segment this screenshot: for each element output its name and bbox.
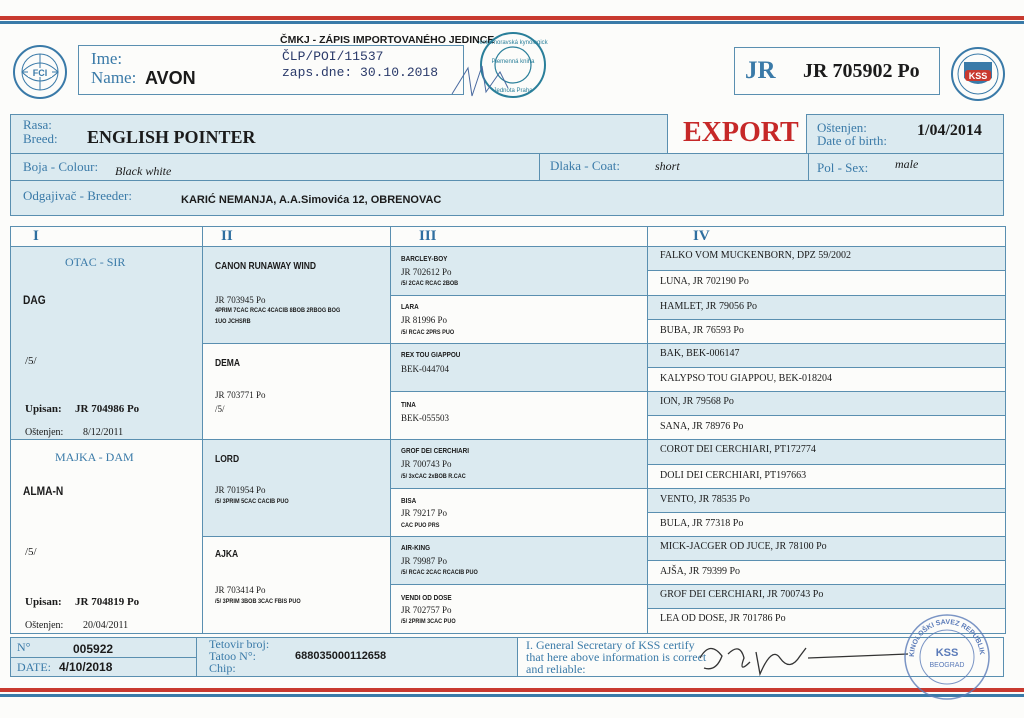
dob-label-2: Date of birth: (817, 133, 888, 148)
col-header-3: III (419, 228, 437, 244)
dam-reg: JR 704819 Po (75, 596, 140, 608)
tattoo-label-2: Tatoo N°: (209, 649, 256, 663)
registration-number: JR 705902 Po (803, 60, 920, 82)
gen4-row-7 (648, 392, 1005, 416)
sire-name: DAG (23, 293, 46, 307)
colour-value: Black white (115, 164, 172, 178)
bottom-blue-stripe (0, 694, 1024, 697)
svg-text:Plemenná kniha: Plemenná kniha (491, 59, 535, 65)
gen4-row-10 (648, 465, 1005, 489)
gen4-text-4: BUBA, JR 76593 Po (660, 325, 744, 336)
footer-date-label: DATE: (17, 660, 51, 674)
gen3-cell-5 (391, 440, 647, 489)
tattoo-label-3: Chip: (209, 661, 236, 675)
breed-label-2: Breed: (23, 131, 58, 146)
registration-box (734, 47, 940, 95)
footer-divider (11, 657, 196, 658)
sire-reg: JR 704986 Po (75, 403, 140, 415)
gen2-reg-3: JR 701954 Po (215, 485, 266, 495)
gen4-row-6 (648, 368, 1005, 392)
dam-born-label: Oštenjen: (25, 620, 64, 631)
gen3-reg-3: BEK-044704 (401, 364, 449, 374)
gen3-cell-4 (391, 392, 647, 440)
gen4-row-14 (648, 561, 1005, 585)
sire-cell (11, 247, 202, 440)
gen4-row-12 (648, 513, 1005, 537)
gen4-row-8 (648, 416, 1005, 440)
pedigree-table (10, 226, 1006, 634)
import-stamp-clp: ČLP/POI/11537 (282, 49, 384, 64)
gen3-reg-5: JR 700743 Po (401, 459, 452, 469)
gen3-cell-3 (391, 344, 647, 392)
export-cell (667, 114, 807, 154)
gen2-titles-2: /5/ (215, 404, 225, 414)
dob-value: 1/04/2014 (917, 122, 982, 139)
tattoo-label-1: Tetovir broj: (209, 637, 270, 651)
gen4-row-2 (648, 271, 1005, 296)
gen3-name-7: AIR-KING (401, 543, 431, 552)
sex-label: Pol - Sex: (817, 160, 869, 175)
gen3-reg-6: JR 79217 Po (401, 508, 448, 518)
gen3-name-4: TINA (401, 400, 416, 409)
name-label-en: Name: (91, 68, 137, 87)
gen4-text-13: MICK-JACGER OD JUCE, JR 78100 Po (660, 541, 827, 552)
gen4-text-6: KALYPSO TOU GIAPPOU, BEK-018204 (660, 373, 832, 384)
footer-number-box (10, 637, 197, 677)
gen4-text-1: FALKO VOM MUCKENBORN, DPZ 59/2002 (660, 250, 852, 261)
footer-no-value: 005922 (73, 642, 114, 656)
gen4-row-3 (648, 296, 1005, 320)
gen3-name-1: BARCLEY-BOY (401, 254, 448, 263)
dam-name: ALMA-N (23, 484, 64, 498)
gen4-text-9: COROT DEI CERCHIARI, PT172774 (660, 444, 816, 455)
name-label-cz: Ime: (91, 49, 123, 68)
gen4-row-15 (648, 585, 1005, 609)
bottom-red-stripe (0, 688, 1024, 692)
gen3-name-5: GROF DEI CERCHIARI (401, 446, 470, 455)
gen3-titles-8: /5/ 2PRIM 3CAC PUO (401, 618, 456, 625)
import-stamp-date: zaps.dne: 30.10.2018 (282, 65, 439, 80)
gen3-name-6: BISA (401, 496, 417, 505)
col-header-4: IV (693, 228, 710, 244)
colour-row (10, 153, 1004, 181)
gen3-reg-2: JR 81996 Po (401, 315, 448, 325)
dam-label: MAJKA - DAM (55, 450, 134, 464)
gen3-reg-4: BEK-055503 (401, 413, 449, 423)
gen3-name-8: VENDI OD DOSE (401, 593, 452, 602)
gen3-titles-5: /5/ 3xCAC 2xBOB R.CAC (401, 473, 466, 480)
breeder-row (10, 180, 1004, 216)
svg-text:FCI: FCI (32, 68, 48, 78)
gen4-row-9 (648, 440, 1005, 465)
svg-text:KSS: KSS (968, 71, 988, 81)
sire-born-label: Oštenjen: (25, 427, 64, 438)
top-red-stripe (0, 16, 1024, 20)
gen2-name-2: DEMA (215, 358, 241, 369)
gen3-cell-2 (391, 296, 647, 344)
gen3-reg-1: JR 702612 Po (401, 267, 452, 277)
gen4-text-7: ION, JR 79568 Po (660, 396, 734, 407)
kss-logo (950, 46, 1006, 102)
gen2-cell-1 (203, 247, 390, 344)
gen2-titles-4: /5/ 3PRIM 3BOB 3CAC FBIS PUO (215, 598, 301, 605)
gen2-name-4: AJKA (215, 549, 239, 560)
gen3-name-3: REX TOU GIAPPOU (401, 350, 461, 359)
gen4-text-5: BAK, BEK-006147 (660, 348, 740, 359)
gen3-name-2: LARA (401, 302, 419, 311)
gen2-cell-3 (203, 440, 390, 537)
breed-label-1: Rasa: (23, 117, 52, 132)
gen2-reg-4: JR 703414 Po (215, 585, 266, 595)
gen3-titles-2: /5/ RCAC 2PRS PUO (401, 329, 455, 336)
gen3-cell-6 (391, 489, 647, 537)
gen3-reg-8: JR 702757 Po (401, 605, 452, 615)
gen3-cell-8 (391, 585, 647, 633)
sire-reg-label: Upisan: (25, 403, 62, 415)
gen3-titles-6: CAC PUO PRS (401, 522, 440, 529)
gen2-titles-3: /5/ 3PRIM 5CAC CACIB PUO (215, 498, 289, 505)
gen4-row-13 (648, 537, 1005, 561)
export-label: EXPORT (683, 117, 799, 148)
gen4-column (648, 247, 1005, 633)
gen4-row-4 (648, 320, 1005, 344)
dam-born: 20/04/2011 (83, 620, 129, 631)
dog-name: AVON (145, 68, 196, 88)
breed-value: ENGLISH POINTER (87, 127, 256, 147)
sire-titles: /5/ (25, 355, 37, 367)
gen4-text-15: GROF DEI CERCHIARI, JR 700743 Po (660, 589, 824, 600)
gen2-cell-4 (203, 537, 390, 633)
kss-seal (902, 612, 992, 702)
import-stamp-title: ČMKJ - ZÁPIS IMPORTOVANÉHO JEDINCE (280, 34, 495, 46)
coat-cell (539, 153, 809, 181)
sex-value: male (895, 157, 919, 171)
gen3-cell-7 (391, 537, 647, 585)
svg-text:Jednota Praha: Jednota Praha (493, 88, 533, 94)
svg-text:KINOLOŠKI SAVEZ REPUBLIKE SRBI: KINOLOŠKI SAVEZ REPUBLIK (908, 618, 985, 658)
gen4-text-2: LUNA, JR 702190 Po (660, 276, 749, 287)
sire-born: 8/12/2011 (83, 427, 124, 438)
gen2-cell-2 (203, 344, 390, 440)
gen2-reg-2: JR 703771 Po (215, 390, 266, 400)
footer-no-label: N° (17, 640, 31, 654)
pedigree-header (11, 227, 1005, 247)
gen4-row-5 (648, 344, 1005, 368)
gen4-text-11: VENTO, JR 78535 Po (660, 494, 750, 505)
chip-value: 688035000112658 (295, 650, 387, 662)
certify-line-2: that here above information is correct (526, 650, 707, 664)
breeder-label: Odgajivač - Breeder: (23, 188, 133, 203)
gen4-text-12: BULA, JR 77318 Po (660, 518, 744, 529)
dam-titles: /5/ (25, 546, 37, 558)
gen2-name-3: LORD (215, 454, 240, 465)
gen2-titles-1a: 4PRIM 7CAC RCAC 4CACIB 8BOB 2RBOG BOG (215, 307, 341, 314)
fci-logo (12, 44, 68, 100)
svg-text:BEOGRAD: BEOGRAD (929, 662, 965, 669)
gen2-name-1: CANON RUNAWAY WIND (215, 261, 317, 272)
col-header-2: II (221, 228, 233, 244)
gen4-row-11 (648, 489, 1005, 513)
gen3-titles-1: /5/ 2CAC RCAC 2BOB (401, 280, 459, 287)
gen3-reg-7: JR 79987 Po (401, 556, 448, 566)
certify-line-1: I. General Secretary of KSS certify (526, 638, 695, 652)
svg-text:Českomoravská kynologická: Českomoravská kynologická (478, 40, 548, 46)
certify-line-3: and reliable: (526, 662, 586, 676)
breeder-value: KARIĆ NEMANJA, A.A.Simovića 12, OBRENOVAC (181, 194, 442, 206)
stamp-signature (448, 58, 518, 100)
coat-label: Dlaka - Coat: (550, 158, 621, 173)
coat-value: short (655, 159, 680, 173)
colour-label: Boja - Colour: (23, 159, 99, 174)
footer-date-value: 4/10/2018 (59, 660, 113, 674)
dam-reg-label: Upisan: (25, 596, 62, 608)
dam-cell (11, 440, 202, 633)
gen2-reg-1: JR 703945 Po (215, 295, 266, 305)
secretary-signature (680, 628, 910, 688)
gen3-cell-1 (391, 247, 647, 296)
gen4-text-16: LEA OD DOSE, JR 701786 Po (660, 613, 786, 624)
footer-chip-box (196, 637, 518, 677)
gen3-titles-7: /5/ RCAC 2CAC RCACIB PUO (401, 569, 478, 576)
breed-row (10, 114, 1004, 154)
svg-text:KSS: KSS (935, 647, 959, 659)
gen4-text-14: AJŠA, JR 79399 Po (660, 566, 741, 577)
gen4-text-3: HAMLET, JR 79056 Po (660, 301, 758, 312)
gen2-titles-1b: 1UO JCHSRB (215, 318, 251, 325)
gen4-text-10: DOLI DEI CERCHIARI, PT197663 (660, 470, 807, 481)
col-header-1: I (33, 228, 39, 244)
jr-prefix: JR (745, 57, 776, 84)
top-blue-stripe (0, 21, 1024, 24)
sire-label: OTAC - SIR (65, 255, 126, 269)
gen4-row-1 (648, 247, 1005, 271)
dob-label-1: Oštenjen: (817, 120, 867, 135)
gen4-text-8: SANA, JR 78976 Po (660, 421, 744, 432)
